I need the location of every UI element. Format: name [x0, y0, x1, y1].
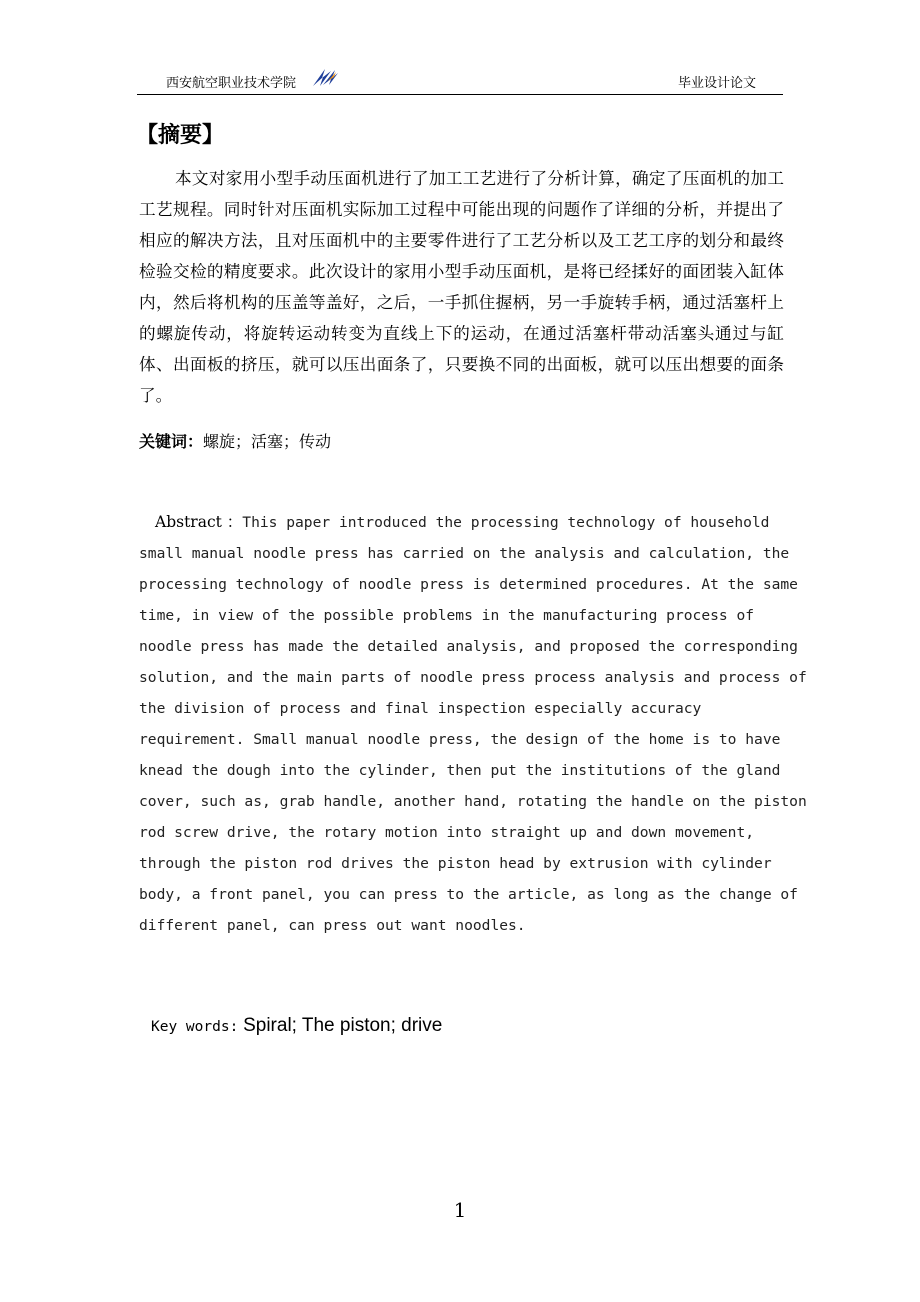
keywords-cn-text: 螺旋；活塞；传动	[203, 432, 332, 451]
keywords-en	[151, 1012, 442, 1041]
school-logo-icon	[311, 66, 339, 88]
abstract-en-body	[139, 507, 809, 941]
keywords-en-label: Key words:	[151, 1019, 239, 1035]
school-name: 西安航空职业技术学院	[166, 76, 297, 91]
abstract-en-label: Abstract ：	[155, 513, 243, 531]
document-type: 毕业设计论文	[677, 76, 756, 91]
page-number: 1	[453, 1198, 467, 1222]
abstract-en-text: This paper introduced the processing technology of household small manual noodle press has carried on the analysis and calculation, the processing technology of noodle press is determined procedures. At the same time, in view of the possible problems in the manufacturing process of noodle press has made the detailed analysis, and proposed the corresponding solution, and the main parts of noodle press process analysis and process of the division of process and final inspection especially accuracy requirement. Small manual noodle press, the design of the home is to have knead the dough into the cylinder, then put the institutions of the gland cover, such as, grab handle, another hand, rotating the handle on the piston rod screw drive, the rotary motion into straight up and down movement, through the piston rod drives the piston head by extrusion with cylinder body, a front panel, you can press to the article, as long as the change of different panel, can press out want noodles.	[139, 514, 807, 934]
abstract-cn-body: 本文对家用小型手动压面机进行了加工工艺进行了分析计算，确定了压面机的加工工艺规程。同时针对压面机实际加工过程中可能出现的问题作了详细的分析，并提出了相应的解决方法，且对压面机中的主要零件进行了工艺分析以及工艺工序的划分和最终检验交检的精度要求。此次设计的家用小型手动压面机，是将已经揉好的面团装入缸体内，然后将机构的压盖等盖好，之后，一手抓住握柄，另一手旋转手柄，通过活塞杆上的螺旋传动，将旋转运动转变为直线上下的运动，在通过活塞杆带动活塞头通过与缸体、出面板的挤压，就可以压出面条了，只要换不同的出面板，就可以压出想要的面条了。	[139, 169, 784, 405]
abstract-cn-title: 【摘要】	[136, 123, 225, 148]
keywords-cn-label: 关键词：	[139, 432, 204, 451]
keywords-cn	[139, 428, 331, 456]
keywords-en-text: Spiral; The piston; drive	[243, 1015, 443, 1036]
page-header	[137, 62, 783, 95]
